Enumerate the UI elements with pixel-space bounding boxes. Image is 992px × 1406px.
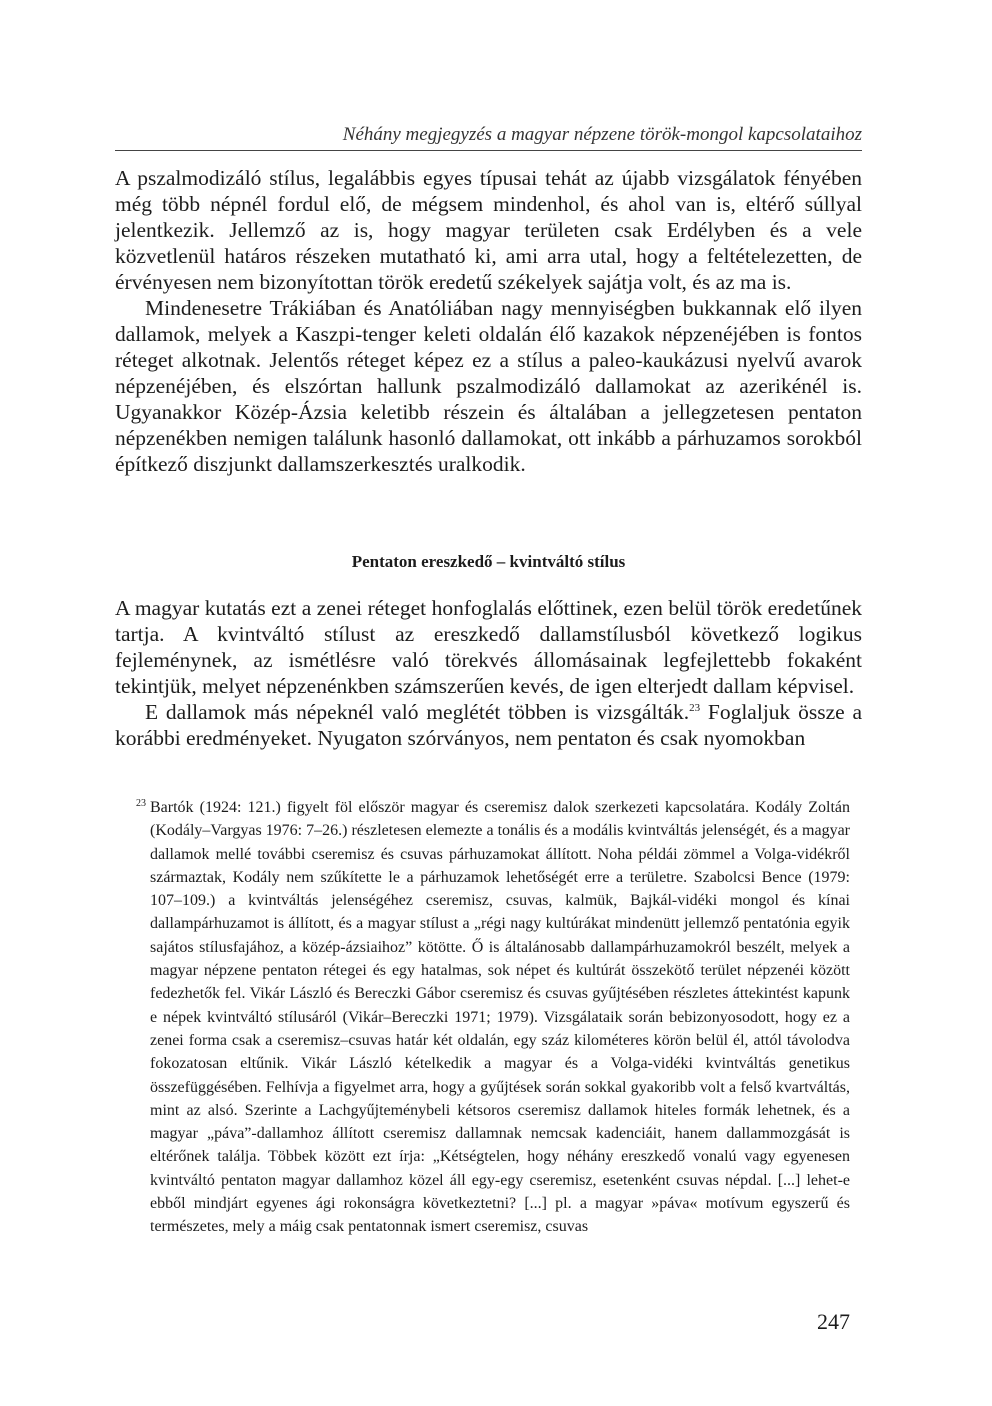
- paragraph-text: Foglaljuk össze a korábbi eredményeket. Nyugaton szórványos, nem pentaton és csak nyomokban: [115, 700, 862, 750]
- header-rule: [115, 150, 862, 151]
- running-head: Néhány megjegyzés a magyar népzene török-mongol kapcsolataihoz: [342, 124, 862, 145]
- paragraph: Mindenesetre Trákiában és Anatóliában nagy mennyiségben bukkannak elő ilyen dallamok, melyek a Kaszpi-tenger keleti oldalán élő kazakok népzenéjében is fontos réteget alkotnak. Jelentős réteget képez ez a stílus a paleo-kaukázusi nyelvű avarok népzenéjében, és elszórtan hallunk pszalmodizáló dallamokat az azerikénél is. Ugyanakkor Közép-Ázsia keletibb részein és általában a jellegzetesen pentaton népzenékben nemigen találunk hasonló dallamokat, ott inkább a párhuzamos sorokból építkező diszjunkt dallamszerkesztés uralkodik.: [115, 296, 862, 476]
- paragraph: A pszalmodizáló stílus, legalábbis egyes típusai tehát az újabb vizsgálatok fényében még több népnél fordul elő, de mégsem mindenhol, és ahol van is, eltérő súllyal jelentkezik. Jellemző az is, hogy magyar területen csak Erdélyben és a vele közvetlenül határos részeken mutatható ki, ami arra utal, hogy a feltételezetten, de érvényesen nem bizonyítottan török eredetű székelyek sajátja volt, és az ma is.: [115, 166, 862, 294]
- paragraph: [115, 699, 862, 751]
- footnote: [136, 796, 850, 1239]
- paragraph-text: E dallamok más népeknél való meglétét többen is vizsgálták.: [145, 700, 690, 724]
- page-number: 247: [817, 1309, 850, 1334]
- body-text-top: [115, 165, 862, 477]
- footnote-mark: 23: [136, 797, 146, 809]
- paragraph: A magyar kutatás ezt a zenei réteget honfoglalás előttinek, ezen belül török eredetűnek tartja. A kvintváltó stílust az ereszkedő dallamstílusból következő logikus fejleménynek, az ismétlésre való törekvés állomásainak legfejlettebb fokaként tekintjük, melyet népzenénkben számszerűen kevés, de igen elterjedt dallam képvisel.: [115, 596, 862, 698]
- body-text-section: [115, 595, 862, 751]
- footnote-reference[interactable]: 23: [689, 701, 701, 714]
- section-title: Pentaton ereszkedő – kvintváltó stílus: [351, 552, 626, 571]
- footnote-text: Bartók (1924: 121.) figyelt föl először magyar és cseremisz dalok szerkezeti kapcsolatára. Kodály Zoltán (Kodály–Vargyas 1976: 7–26.) részletesen elemezte a tonális és a modális kvintváltás jelenségét, és a magyar dallamok mellé további cseremisz és csuvas párhuzamokat állított. Noha példái zömmel a Volga-vidékről származtak, Kodály nem szűkítette le a párhuzamok lehetőségét erre a területre. Szabolcsi Bence (1979: 107–109.) a kvintváltás jelenségéhez cseremisz, csuvas, kalmük, Bajkál-vidéki mongol és kínai dallampárhuzamot is állított, és a magyar stílust a „régi nagy kultúrákat mindenütt jellemző pentatónia egyik sajátos stílusfajához, a közép-ázsiaihoz” kötötte. Ő is általánosabb dallampárhuzamokról beszélt, melyek a magyar népzene pentaton rétegei és egy hatalmas, sok népet és kultúrát összekötő terület népzenéi között fedezhetők fel. Vikár László és Bereczki Gábor cseremisz és csuvas gyűjtésében részletes áttekintést kapunk e népek kvintváltó stílusáról (Vikár–Bereczki 1971; 1979). Vizsgálataik során bebizonyosodott, hogy ez a zenei forma csak a cseremisz–csuvas határ két oldalán, egy száz kilométeres körön belül él, attól távolodva fokozatosan eltűnik. Vikár László kételkedik a magyar és a Volga-vidéki kvintváltás genetikus összefüggésében. Felhívja a figyelmet arra, hogy a gyűjtések során sokkal gyakoribb volt a felső kvartváltás, mint az alsó. Szerinte a Lachgyűjteménybeli kétsoros cseremisz dallamok hiteles formák lehetnek, és a magyar „páva”-dallamhoz állított cseremisz dallamnak nemcsak kadenciáit, hanem dallammozgását is eltérőnek találja. Többek között ezt írja: „Kétségtelen, hogy néhány ereszkedő vonalú vagy egyenesen kvintváltó pentaton magyar dallamhoz közel áll egy-egy cseremisz, esetenként csuvas népdal. [...] lehet-e ebből mindjárt egyenes ági rokonságra következtetni? [...] pl. a magyar »páva« motívum egyszerű és természetes, mely a máig csak pentatonnak ismert cseremisz, csuvas: [150, 799, 850, 1236]
